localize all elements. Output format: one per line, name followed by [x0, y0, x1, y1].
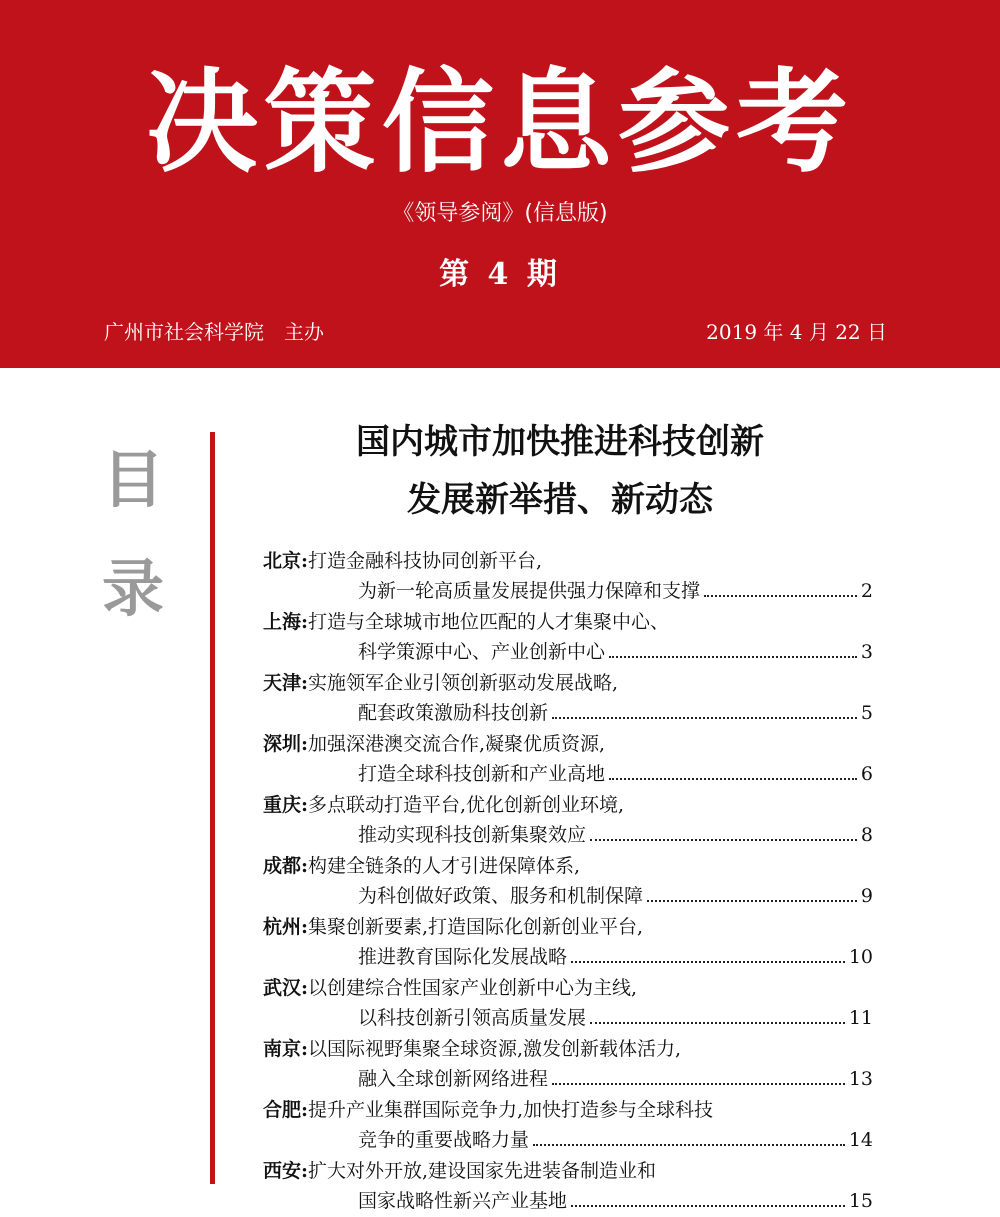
toc-entry-line2	[358, 881, 873, 911]
leader-dots	[552, 717, 857, 719]
toc-entry[interactable]	[263, 912, 873, 973]
toc-entry-line1	[263, 729, 605, 759]
toc-entry-page: 6	[860, 763, 873, 785]
divider-line	[210, 432, 215, 1184]
toc-entry-city: 南京:	[263, 1038, 309, 1060]
publication-date: 2019 年 4 月 22 日	[706, 320, 887, 344]
toc-entry-line1	[263, 607, 669, 637]
toc-entry-line2	[358, 820, 873, 850]
publication-title: 决策信息参考	[146, 57, 854, 188]
toc-entry-city: 成都:	[263, 855, 309, 877]
toc-entry-page: 5	[860, 702, 873, 724]
toc-entry-text: 提升产业集群国际竞争力,加快打造参与全球科技	[308, 1099, 714, 1121]
toc-entry-city: 武汉:	[263, 977, 309, 999]
toc-entry-line1	[263, 1095, 713, 1125]
toc-entry-text-cont: 配套政策激励科技创新	[358, 702, 549, 724]
toc-entry-page: 15	[848, 1190, 873, 1212]
toc-entry-text-cont: 国家战略性新兴产业基地	[358, 1190, 568, 1212]
toc-entry-line2	[358, 1186, 873, 1216]
toc-entry[interactable]	[263, 607, 873, 668]
leader-dots	[647, 900, 857, 902]
article-title-line1: 国内城市加快推进科技创新	[356, 422, 764, 462]
toc-entry-city: 上海:	[263, 611, 309, 633]
toc-entry-line2	[358, 698, 873, 728]
leader-dots	[590, 839, 857, 841]
toc-entry-page: 11	[848, 1007, 873, 1029]
toc-entry-city: 北京:	[263, 550, 309, 572]
toc-entry-text-cont: 打造全球科技创新和产业高地	[358, 763, 606, 785]
toc-entry-line1	[263, 668, 618, 698]
toc-label-mu: 目	[101, 443, 164, 516]
toc-entry-text-cont: 推进教育国际化发展战略	[358, 946, 568, 968]
toc-entry[interactable]	[263, 790, 873, 851]
toc-entry-city: 重庆:	[263, 794, 309, 816]
toc-entry-text: 集聚创新要素,打造国际化创新创业平台,	[308, 916, 644, 938]
toc-entries	[263, 546, 873, 1217]
toc-entry-city: 天津:	[263, 672, 309, 694]
toc-entry[interactable]	[263, 546, 873, 607]
toc-entry-text: 打造与全球城市地位匹配的人才集聚中心、	[308, 611, 670, 633]
toc-entry-line1	[263, 973, 637, 1003]
toc-entry-line2	[358, 576, 873, 606]
toc-entry-text-cont: 融入全球创新网络进程	[358, 1068, 549, 1090]
leader-dots	[704, 595, 857, 597]
toc-entry-text-cont: 以科技创新引领高质量发展	[358, 1007, 587, 1029]
publication-subtitle: 《领导参阅》(信息版)	[392, 201, 608, 226]
leader-dots	[533, 1144, 845, 1146]
toc-entry-line2	[358, 1125, 873, 1155]
toc-entry-text: 扩大对外开放,建设国家先进装备制造业和	[308, 1160, 657, 1182]
toc-entry[interactable]	[263, 851, 873, 912]
leader-dots	[571, 961, 845, 963]
toc-entry-text: 实施领军企业引领创新驱动发展战略,	[308, 672, 619, 694]
toc-entry-text: 多点联动打造平台,优化创新创业环境,	[308, 794, 625, 816]
toc-entry-text-cont: 为科创做好政策、服务和机制保障	[358, 885, 644, 907]
sponsor: 广州市社会科学院 主办	[104, 320, 324, 344]
toc-entry-text: 打造金融科技协同创新平台,	[308, 550, 543, 572]
toc-entry-line2	[358, 1064, 873, 1094]
toc-entry-page: 13	[848, 1068, 873, 1090]
toc-entry-text-cont: 推动实现科技创新集聚效应	[358, 824, 587, 846]
toc-entry[interactable]	[263, 1034, 873, 1095]
toc-entry-line2	[358, 942, 873, 972]
leader-dots	[571, 1205, 845, 1207]
toc-entry-line2	[358, 637, 873, 667]
toc-entry-line1	[263, 851, 580, 881]
leader-dots	[609, 656, 857, 658]
toc-entry-text-cont: 竞争的重要战略力量	[358, 1129, 530, 1151]
toc-entry[interactable]	[263, 973, 873, 1034]
toc-entry[interactable]	[263, 1095, 873, 1156]
toc-entry-text: 以国际视野集聚全球资源,激发创新载体活力,	[308, 1038, 682, 1060]
toc-label-lu: 录	[101, 552, 164, 625]
toc-entry-line1	[263, 912, 643, 942]
toc-entry-page: 14	[848, 1129, 873, 1151]
toc-entry-line2	[358, 759, 873, 789]
toc-entry-text: 构建全链条的人才引进保障体系,	[308, 855, 581, 877]
toc-entry-line1	[263, 1156, 656, 1186]
toc-entry-page: 8	[860, 824, 873, 846]
toc-entry[interactable]	[263, 668, 873, 729]
toc-entry-line2	[358, 1003, 873, 1033]
leader-dots	[552, 1083, 845, 1085]
toc-entry-page: 9	[860, 885, 873, 907]
toc-entry-line1	[263, 1034, 681, 1064]
toc-entry-page: 10	[848, 946, 873, 968]
leader-dots	[590, 1022, 845, 1024]
toc-entry-text: 加强深港澳交流合作,凝聚优质资源,	[308, 733, 606, 755]
toc-entry-city: 西安:	[263, 1160, 309, 1182]
toc-entry-line1	[263, 790, 624, 820]
toc-entry-page: 3	[860, 641, 873, 663]
toc-entry[interactable]	[263, 729, 873, 790]
toc-entry-text-cont: 科学策源中心、产业创新中心	[358, 641, 606, 663]
toc-entry-city: 杭州:	[263, 916, 309, 938]
leader-dots	[609, 778, 857, 780]
toc-entry-city: 深圳:	[263, 733, 309, 755]
issue-number: 第 4 期	[439, 257, 561, 292]
toc-entry-text: 以创建综合性国家产业创新中心为主线,	[308, 977, 638, 999]
toc-entry-line1	[263, 546, 542, 576]
masthead	[0, 0, 1000, 368]
toc-entry-city: 合肥:	[263, 1099, 309, 1121]
article-title-line2: 发展新举措、新动态	[407, 480, 713, 520]
toc-entry-text-cont: 为新一轮高质量发展提供强力保障和支撑	[358, 580, 701, 602]
toc-entry-page: 2	[860, 580, 873, 602]
